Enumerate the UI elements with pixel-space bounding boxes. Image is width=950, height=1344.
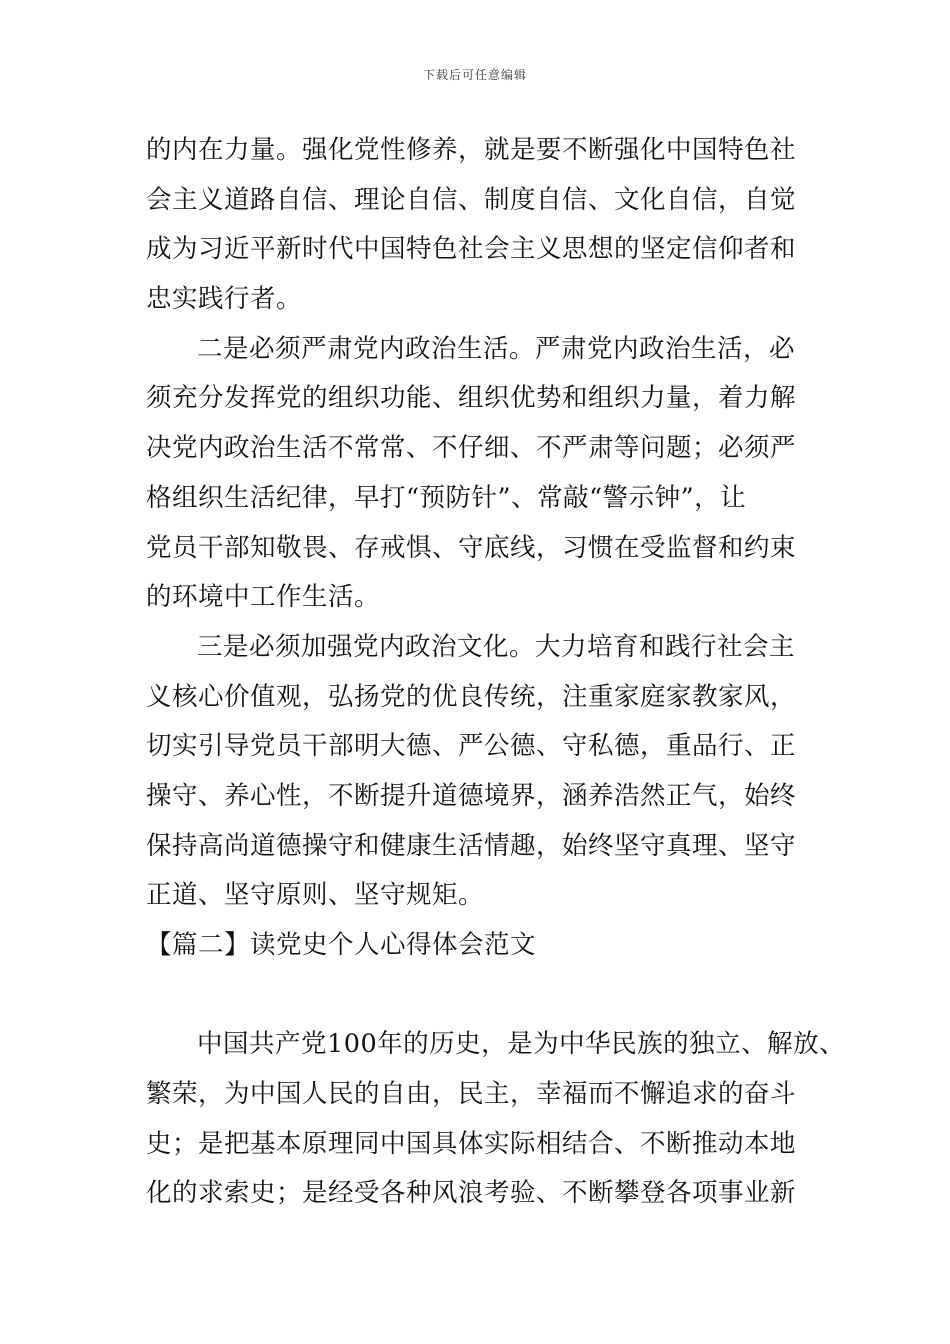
text-line: 决党内政治生活不常常、不仔细、不严肃等问题；必须严 — [146, 433, 797, 464]
text-line: 格组织生活纪律，早打“预防针”、常敲“警示钟”，让 — [146, 482, 747, 513]
section-heading: 【篇二】读党史个人心得体会范文 — [146, 930, 537, 960]
text-line: 史；是把基本原理同中国具体实际相结合、不断推动本地 — [146, 1128, 797, 1159]
text-line: 繁荣，为中国人民的自由，民主，幸福而不懈追求的奋斗 — [146, 1079, 797, 1110]
text-line: 义核心价值观，弘扬党的优良传统，注重家庭家教家风， — [146, 681, 797, 712]
page-header: 下载后可任意编辑 — [422, 68, 527, 82]
paragraph-start-line: 三是必须加强党内政治文化。大力培育和践行社会主 — [197, 631, 796, 662]
blank-line — [146, 971, 814, 1021]
text-line: 正道、坚守原则、坚守规矩。 — [146, 880, 485, 911]
text-line: 切实引导党员干部明大德、严公德、守私德，重品行、正 — [146, 731, 797, 762]
text-line: 会主义道路自信、理论自信、制度自信、文化自信，自觉 — [146, 184, 797, 215]
text-line: 操守、养心性，不断提升道德境界，涵养浩然正气，始终 — [146, 780, 797, 811]
paragraph-start-line: 中国共产党100年的历史，是为中华民族的独立、解放、 — [197, 1029, 846, 1060]
body-text — [146, 126, 846, 1219]
text-line: 成为习近平新时代中国特色社会主义思想的坚定信仰者和 — [146, 234, 797, 265]
text-line: 忠实践行者。 — [146, 284, 303, 315]
text-line: 须充分发挥党的组织功能、组织优势和组织力量，着力解 — [146, 383, 797, 414]
paragraph-start-line: 二是必须严肃党内政治生活。严肃党内政治生活，必 — [197, 333, 796, 364]
text-line: 的环境中工作生活。 — [146, 582, 381, 613]
text-line: 党员干部知敬畏、存戒惧、守底线，习惯在受监督和约束 — [146, 532, 797, 563]
text-line: 化的求索史；是经受各种风浪考验、不断攀登各项事业新 — [146, 1178, 797, 1209]
text-line: 保持高尚道德操守和健康生活情趣，始终坚守真理、坚守 — [146, 830, 797, 861]
text-line: 的内在力量。强化党性修养，就是要不断强化中国特色社 — [146, 135, 797, 165]
